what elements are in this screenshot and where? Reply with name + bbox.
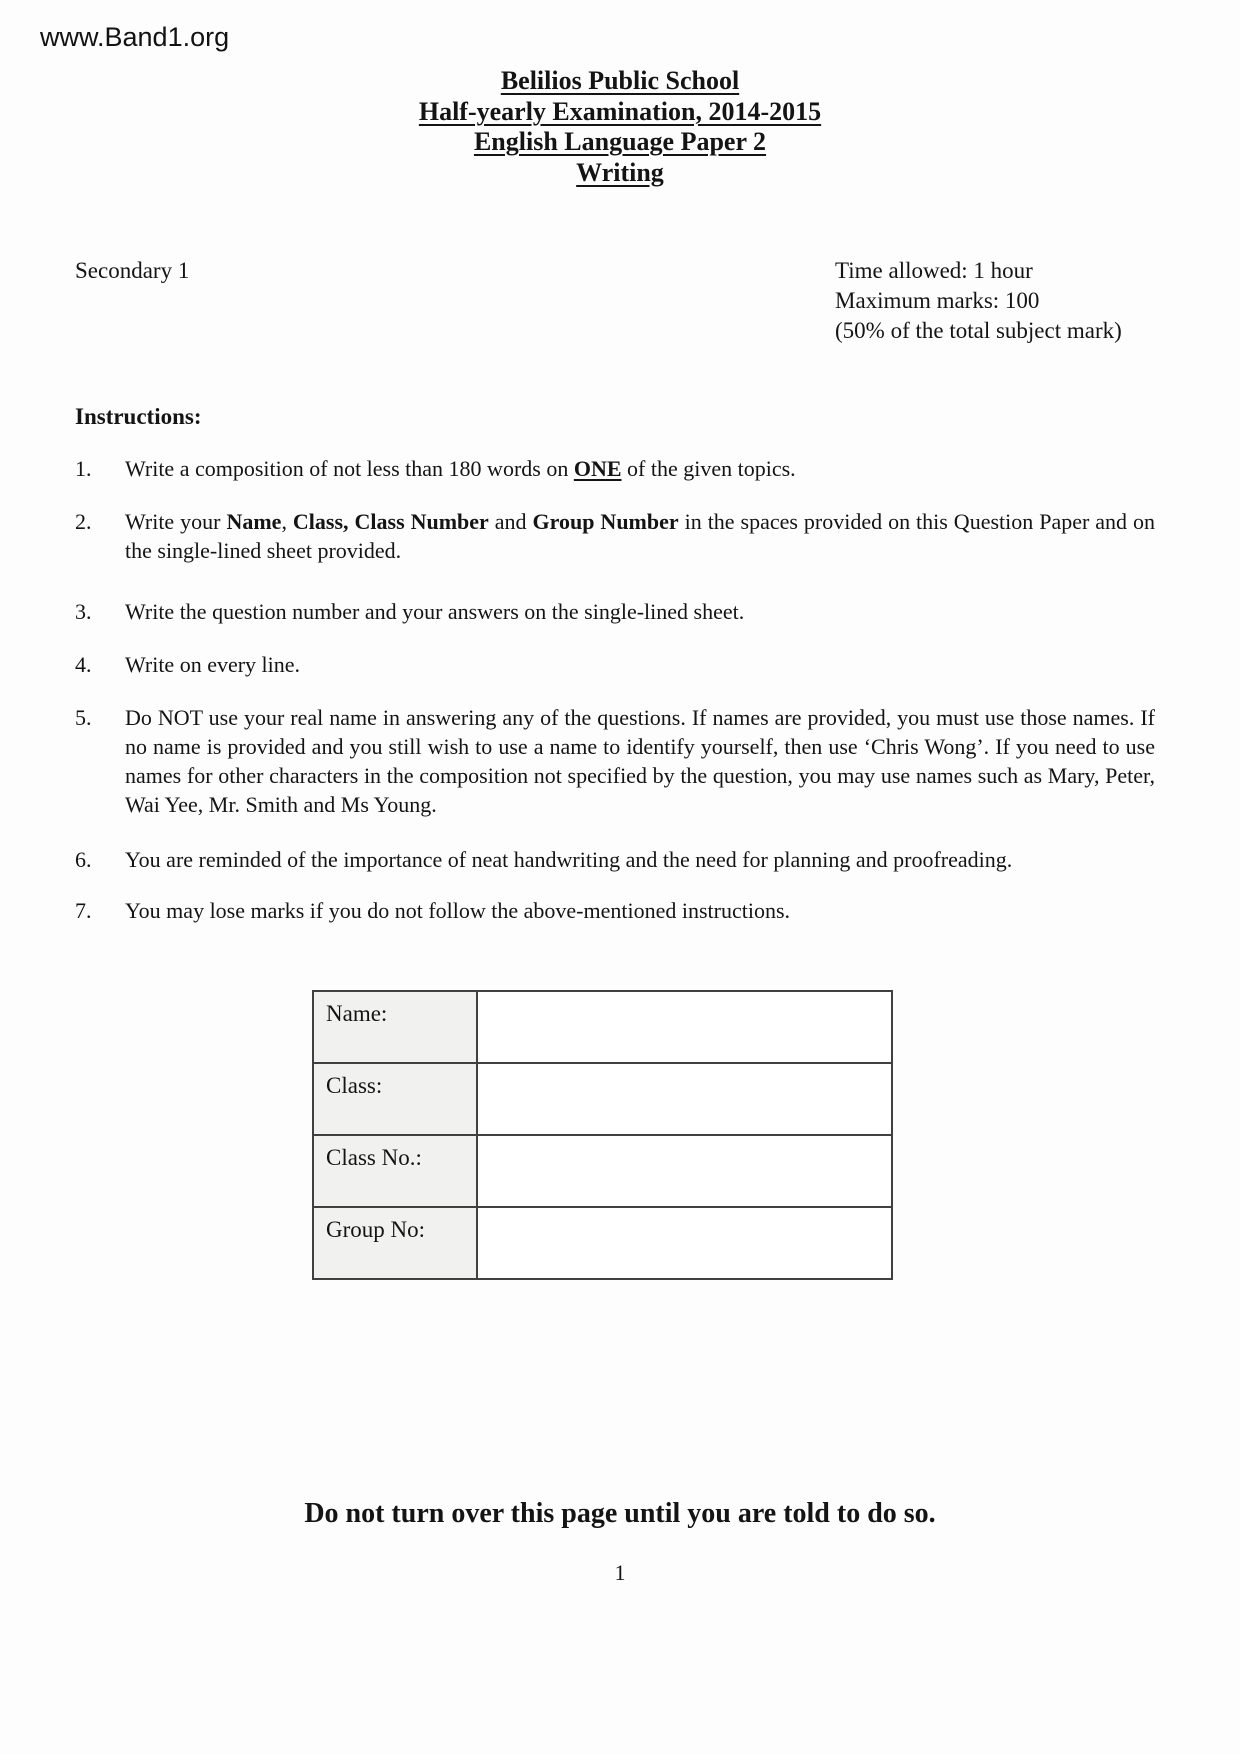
instruction-text-segment: You are reminded of the importance of neat handwriting and the need for planning and proofreading.	[125, 847, 1013, 872]
instruction-text-segment: Group Number	[532, 509, 679, 534]
instructions-heading: Instructions:	[75, 404, 202, 429]
instruction-text	[125, 454, 1155, 483]
instruction-item-3	[0, 597, 1240, 626]
group-no-value-cell	[477, 1207, 892, 1279]
instruction-number: 2.	[75, 509, 92, 534]
exam-session: Half-yearly Examination, 2014-2015	[418, 96, 822, 126]
school-name: Belilios Public School	[500, 66, 740, 95]
class-no-value-cell	[477, 1135, 892, 1207]
instruction-text-segment: and	[488, 509, 533, 534]
instruction-number: 1.	[75, 456, 92, 481]
page-number: 1	[614, 1560, 626, 1585]
watermark-url: www.Band1.org	[40, 22, 230, 52]
student-info-table	[312, 990, 893, 1280]
instruction-number: 6.	[75, 847, 92, 872]
level-label: Secondary 1	[75, 258, 190, 283]
instruction-text-segment: You may lose marks if you do not follow the above-mentioned instructions.	[125, 898, 791, 923]
table-row-group-no	[313, 1207, 892, 1279]
exam-meta-row	[0, 256, 1240, 346]
exam-conditions-block	[835, 256, 1147, 346]
class-no-label-cell: Class No.:	[313, 1135, 477, 1207]
name-label-cell: Name:	[313, 991, 477, 1063]
instruction-text	[125, 650, 1155, 679]
instruction-text-segment: Write on every line.	[125, 652, 301, 677]
instruction-item-5	[0, 703, 1240, 819]
instruction-text	[125, 845, 1155, 874]
class-value-cell	[477, 1063, 892, 1135]
instruction-item-1	[0, 454, 1240, 483]
instruction-text-segment: Write the question number and your answers on the single-lined sheet.	[125, 599, 745, 624]
maximum-marks: Maximum marks: 100	[835, 288, 1040, 313]
instruction-text	[125, 703, 1155, 819]
name-value-cell	[477, 991, 892, 1063]
table-row-class-no	[313, 1135, 892, 1207]
paper-name: English Language Paper 2	[473, 127, 767, 156]
instruction-text	[125, 896, 1155, 925]
class-label-cell: Class:	[313, 1063, 477, 1135]
instruction-text	[125, 597, 1155, 626]
table-row-name	[313, 991, 892, 1063]
paper-section: Writing	[576, 157, 664, 187]
instruction-item-6	[0, 845, 1240, 874]
instruction-item-4	[0, 650, 1240, 679]
instruction-number: 5.	[75, 705, 92, 730]
instruction-text-segment: ,	[281, 509, 293, 534]
instruction-text-segment: Class, Class Number	[292, 509, 489, 534]
instruction-text-segment: Write a composition of not less than 180 words on	[125, 456, 574, 481]
instruction-number: 7.	[75, 898, 92, 923]
subject-mark-note: (50% of the total subject mark)	[835, 318, 1122, 343]
instruction-text-segment: in the spaces provided on this Question Paper and on the single-lined sheet provided.	[125, 509, 1155, 563]
instruction-text-segment: ONE	[573, 456, 622, 481]
instruction-number: 4.	[75, 652, 92, 677]
instruction-item-7	[0, 896, 1240, 925]
instruction-text-segment: Do NOT use your real name in answering any of the questions. If names are provided, you must use those names. If no name is provided and you still wish to use a name to identify yourself, then use ‘Chris Wong’. If you need to use names for other characters in the composition not specified by the question, you may use names such as Mary, Peter, Wai Yee, Mr. Smith and Ms Young.	[125, 705, 1155, 817]
instruction-text-segment: Name	[226, 509, 282, 534]
turn-over-notice: Do not turn over this page until you are told to do so.	[304, 1498, 936, 1529]
instruction-text	[125, 507, 1155, 565]
group-no-label-cell: Group No:	[313, 1207, 477, 1279]
table-row-class	[313, 1063, 892, 1135]
instruction-item-2	[0, 507, 1240, 565]
instruction-number: 3.	[75, 599, 92, 624]
time-allowed: Time allowed: 1 hour	[835, 258, 1033, 283]
instruction-list	[0, 454, 1240, 925]
instruction-text-segment: Write your	[125, 509, 227, 534]
instruction-text-segment: of the given topics.	[621, 456, 796, 481]
